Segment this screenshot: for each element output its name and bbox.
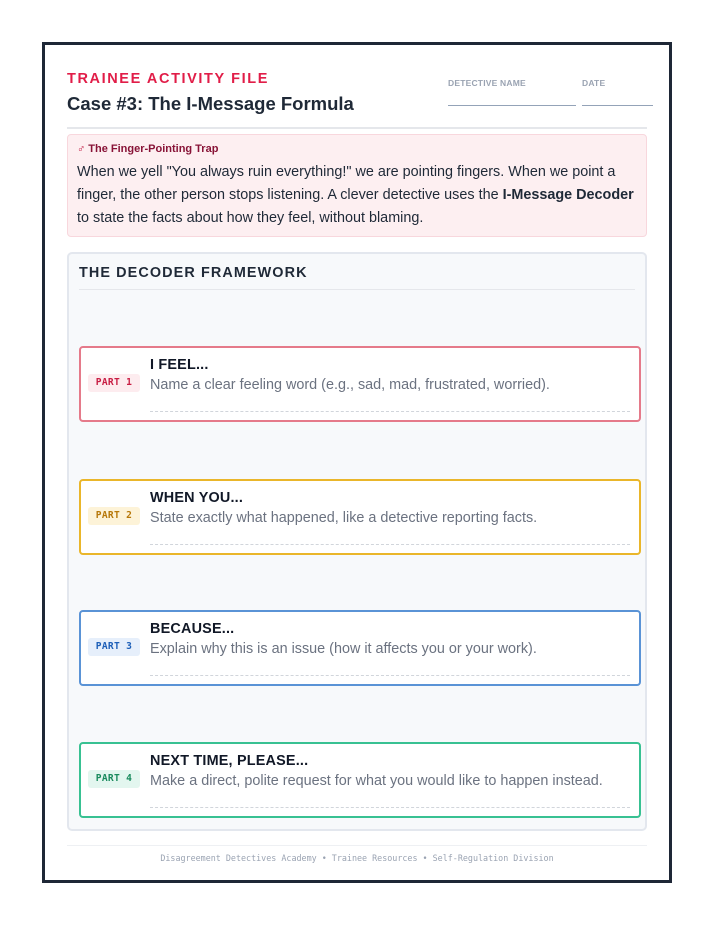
trap-body-text-end: to state the facts about how they feel, without blaming. — [77, 210, 424, 226]
part-description: Name a clear feeling word (e.g., sad, mad, frustrated, worried). — [150, 377, 550, 393]
part-heading: WHEN YOU... — [150, 490, 244, 506]
finger-pointing-trap-callout — [67, 134, 647, 237]
part-heading: I FEEL... — [150, 357, 209, 373]
trap-body — [77, 161, 636, 230]
activity-sheet — [42, 42, 672, 883]
part-description: Explain why this is an issue (how it affects you or your work). — [150, 641, 537, 657]
date-line[interactable] — [582, 105, 653, 106]
part-description: State exactly what happened, like a detective reporting facts. — [150, 510, 538, 526]
sheet-footer: Disagreement Detectives Academy • Trainee Resources • Self-Regulation Division — [67, 845, 647, 863]
male-symbol-icon: ♂ — [77, 143, 86, 155]
part-card-next-time[interactable] — [79, 742, 641, 818]
decoder-framework — [67, 252, 647, 831]
sheet-header — [67, 67, 647, 129]
trap-body-text: When we yell "You always ruin everything!" we are pointing fingers. When we point a finger, the other person stops listening. A clever detective uses the — [77, 164, 616, 203]
part-heading: BECAUSE... — [150, 621, 235, 637]
detective-name-line[interactable] — [448, 105, 576, 106]
part-card-because[interactable] — [79, 610, 641, 686]
trap-body-emphasis: I-Message Decoder — [502, 187, 634, 203]
trap-title-text: The Finger-Pointing Trap — [88, 143, 219, 155]
part-answer-line[interactable] — [150, 544, 630, 545]
trap-title — [77, 143, 218, 155]
part-badge: PART 1 — [88, 374, 140, 392]
framework-title: THE DECODER FRAMEWORK — [79, 265, 635, 290]
part-answer-line[interactable] — [150, 411, 630, 412]
sheet-eyebrow: TRAINEE ACTIVITY FILE — [67, 71, 269, 87]
part-card-i-feel[interactable] — [79, 346, 641, 422]
part-badge: PART 4 — [88, 770, 140, 788]
part-description: Make a direct, polite request for what you would like to happen instead. — [150, 773, 603, 789]
part-card-when-you[interactable] — [79, 479, 641, 555]
part-badge: PART 3 — [88, 638, 140, 656]
case-title: Case #3: The I-Message Formula — [67, 93, 354, 114]
part-heading: NEXT TIME, PLEASE... — [150, 753, 309, 769]
part-answer-line[interactable] — [150, 807, 630, 808]
part-badge: PART 2 — [88, 507, 140, 525]
date-label: DATE — [582, 78, 606, 88]
detective-name-field[interactable] — [448, 78, 576, 88]
part-answer-line[interactable] — [150, 675, 630, 676]
date-field[interactable] — [582, 78, 653, 88]
detective-name-label: DETECTIVE NAME — [448, 78, 526, 88]
